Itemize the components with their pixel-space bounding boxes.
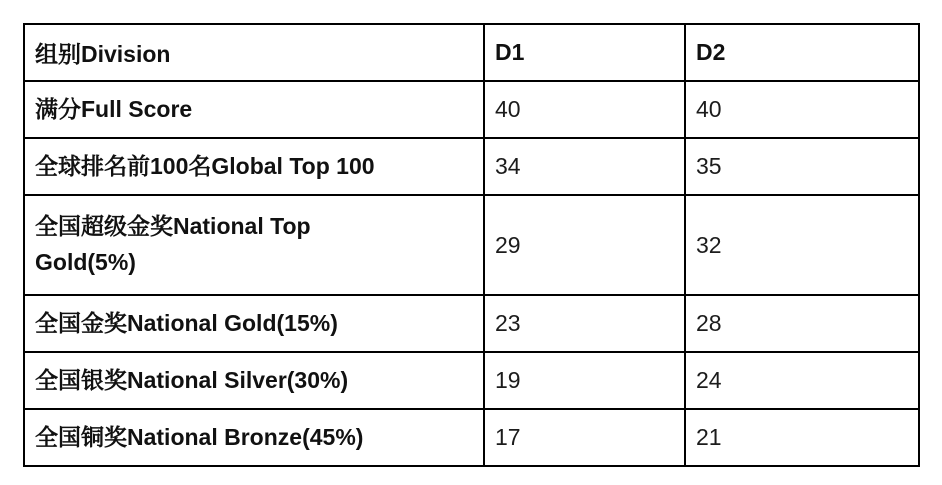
row-label: 全球排名前100名Global Top 100: [35, 152, 375, 179]
table-header: [24, 24, 919, 81]
d2-value-cell: 28: [685, 295, 919, 352]
table-row-national-bronze: [24, 409, 919, 466]
row-label-cell: [24, 138, 484, 195]
row-label: 满分Full Score: [35, 95, 193, 122]
row-label: 全国超级金奖National Top Gold(5%): [35, 213, 311, 275]
table-row-national-gold: [24, 295, 919, 352]
row-label: 全国铜奖National Bronze(45%): [35, 423, 364, 450]
d1-value-cell: 34: [484, 138, 685, 195]
d1-value-cell: 17: [484, 409, 685, 466]
d1-value-cell: 29: [484, 195, 685, 295]
header-cell-d2: D2: [685, 24, 919, 81]
d1-value-cell: 19: [484, 352, 685, 409]
table-row-national-silver: [24, 352, 919, 409]
row-label: 全国金奖National Gold(15%): [35, 309, 338, 336]
d2-value-cell: 21: [685, 409, 919, 466]
d2-value-cell: 32: [685, 195, 919, 295]
header-cell-d1: D1: [484, 24, 685, 81]
table-body: [24, 81, 919, 466]
row-label-cell: [24, 352, 484, 409]
table-row-full-score: [24, 81, 919, 138]
d1-value-cell: 40: [484, 81, 685, 138]
header-row: [24, 24, 919, 81]
d2-value-cell: 35: [685, 138, 919, 195]
d2-value-cell: 24: [685, 352, 919, 409]
row-label: 全国银奖National Silver(30%): [35, 366, 349, 393]
row-label-cell: [24, 195, 484, 295]
header-cell-division: 组别Division: [24, 24, 484, 81]
score-table: [23, 23, 920, 467]
table-row-global-top-100: [24, 138, 919, 195]
row-label-cell: [24, 295, 484, 352]
row-label-cell: [24, 81, 484, 138]
d2-value-cell: 40: [685, 81, 919, 138]
row-label-cell: [24, 409, 484, 466]
d1-value-cell: 23: [484, 295, 685, 352]
table-row-national-top-gold: [24, 195, 919, 295]
